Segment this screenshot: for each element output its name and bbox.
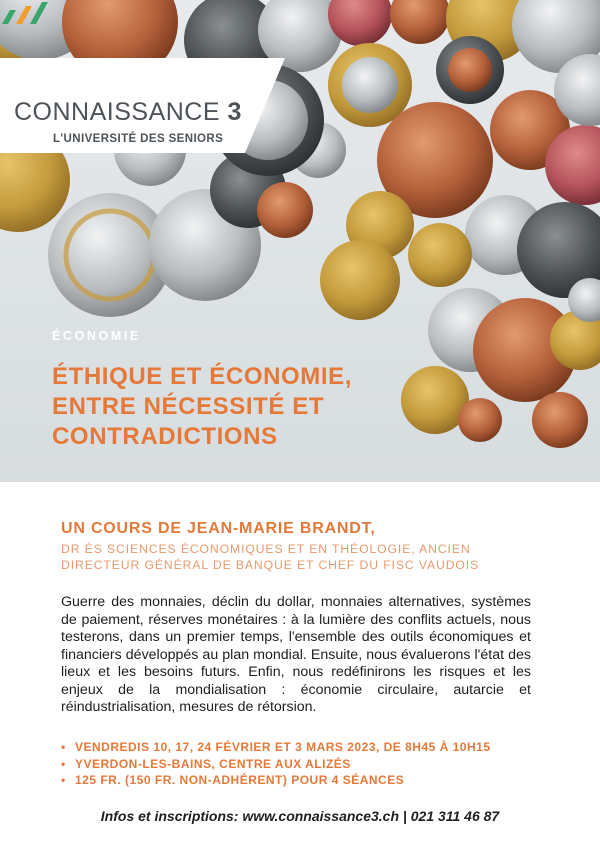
course-details-list (61, 739, 491, 789)
course-title: ÉTHIQUE ET ÉCONOMIE, ENTRE NÉCESSITÉ ET CONTRADICTIONS (52, 363, 353, 450)
logo-bars-icon (0, 0, 48, 26)
logo-tagline: L'UNIVERSITÉ DES SENIORS (53, 133, 224, 145)
lecturer-heading: UN COURS DE JEAN-MARIE BRANDT, (61, 520, 376, 537)
logo-wordmark (14, 98, 242, 127)
detail-text: 125 FR. (150 FR. NON-ADHÉRENT) POUR 4 SÉANCES (75, 773, 405, 788)
detail-text: VENDREDIS 10, 17, 24 FÉVRIER ET 3 MARS 2023, DE 8H45 À 10H15 (75, 740, 491, 754)
footer-contact: Infos et inscriptions: www.connaissance3.ch | 021 311 46 87 (100, 808, 500, 824)
detail-location (61, 756, 491, 773)
detail-text: YVERDON-LES-BAINS, CENTRE AUX ALIZÉS (75, 756, 351, 771)
bullet-icon: • (61, 756, 66, 771)
course-description: Guerre des monnaies, déclin du dollar, monnaies alternatives, systèmes de paiement, réserves monétaires : à la lumière des conflits actuels, nous testerons, dans un premier temps, l'ensemble des outils économiques et financiers développés au plan mondial. Ensuite, nous évaluerons l'état des lieux et les besoins futurs. Enfin, nous redéfinirons les risques et les enjeux de la mondialisation : économie circulaire, autarcie et réindustrialisation, mesures de rétorsion. (61, 594, 531, 715)
detail-price (61, 772, 491, 789)
lecturer-credentials: DR ÈS SCIENCES ÉCONOMIQUES ET EN THÉOLOGIE, ANCIEN DIRECTEUR GÉNÉRAL DE BANQUE ET CHEF DU FISC VAUDOIS (61, 542, 480, 572)
logo-brand: CONNAISSANCE (14, 98, 221, 126)
detail-dates (61, 739, 491, 756)
category-label: ÉCONOMIE (52, 329, 141, 343)
bullet-icon: • (61, 740, 66, 754)
logo-number: 3 (227, 98, 242, 126)
bullet-icon: • (61, 773, 66, 788)
